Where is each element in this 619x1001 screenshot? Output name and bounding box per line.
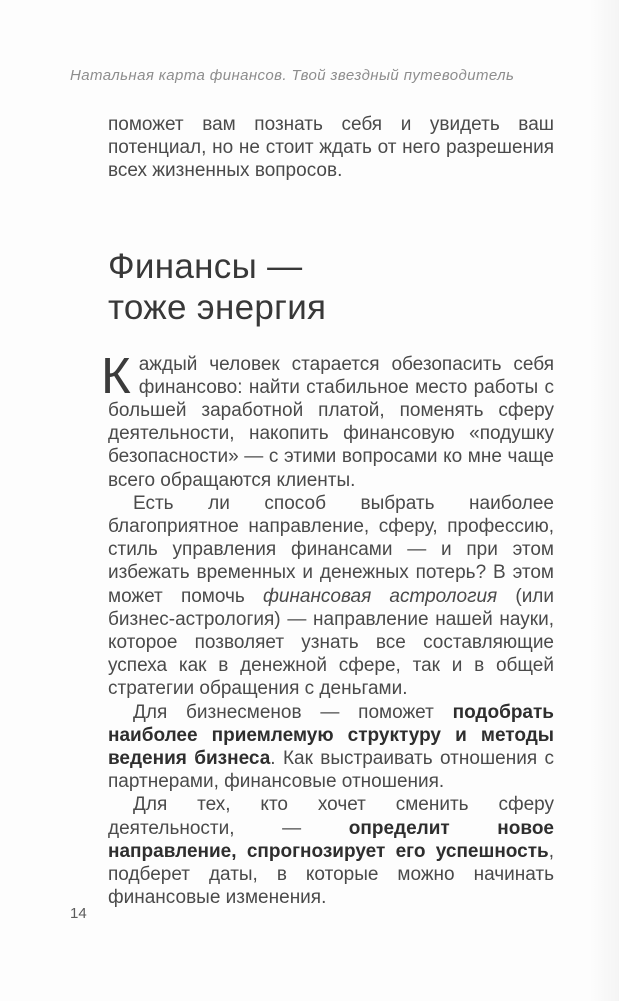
text-run-italic: финансовая астрология <box>263 585 498 607</box>
text-run-normal: Для бизнесменов — поможет <box>133 701 453 723</box>
text-run-normal: Есть ли способ выбрать наиболее благоприятное направление, сферу, профессию, стиль управления финансами — и при этом избежать временных и денежных потерь? В этом может помочь <box>108 492 554 607</box>
text-run-normal: (или бизнес-астрология) — направление нашей науки, которое позволяет узнать все составляющие успеха как в денежной сфере, так и в общей стратегии обращения с деньгами. <box>108 585 555 700</box>
body-paragraph <box>108 492 554 701</box>
body-paragraph <box>108 793 554 909</box>
drop-cap: К <box>101 346 131 404</box>
body-paragraphs <box>101 346 555 910</box>
text-run-normal: , подберет даты, в которые можно начинать финансовые изменения. <box>108 840 554 909</box>
text-run-bold: определит новое направление, спрогнозирует его успешность <box>108 817 554 862</box>
text-run-normal: аждый человек старается обезопасить себя финансово: найти стабильное место работы с большей заработной платой, поменять сферу деятельности, накопить финансовую «подушку безопасности» — с этими вопросами ко мне чаще всего обращаются клиенты. <box>108 353 554 491</box>
running-header: Натальная карта финансов. Твой звездный путеводитель <box>70 67 515 84</box>
intro-paragraph: поможет вам познать себя и увидеть ваш потенциал, но не стоит ждать от него разрешения всех жизненных вопросов. <box>108 114 554 182</box>
chapter-heading-line2: тоже энергия <box>108 287 327 327</box>
chapter-heading-line1: Финансы — <box>108 246 303 286</box>
body-paragraph <box>101 346 554 492</box>
body-paragraph <box>108 701 554 794</box>
text-run-normal: Для тех, кто хочет сменить сферу деятельности, — <box>108 794 554 839</box>
page-number: 14 <box>70 905 87 922</box>
chapter-heading <box>108 246 554 328</box>
text-run-bold: подобрать наиболее приемлемую структуру и методы ведения бизнеса <box>108 701 554 770</box>
text-run-normal: . Как выстраивать отношения с партнерами, финансовые отношения. <box>108 748 554 793</box>
page-content <box>101 113 555 909</box>
